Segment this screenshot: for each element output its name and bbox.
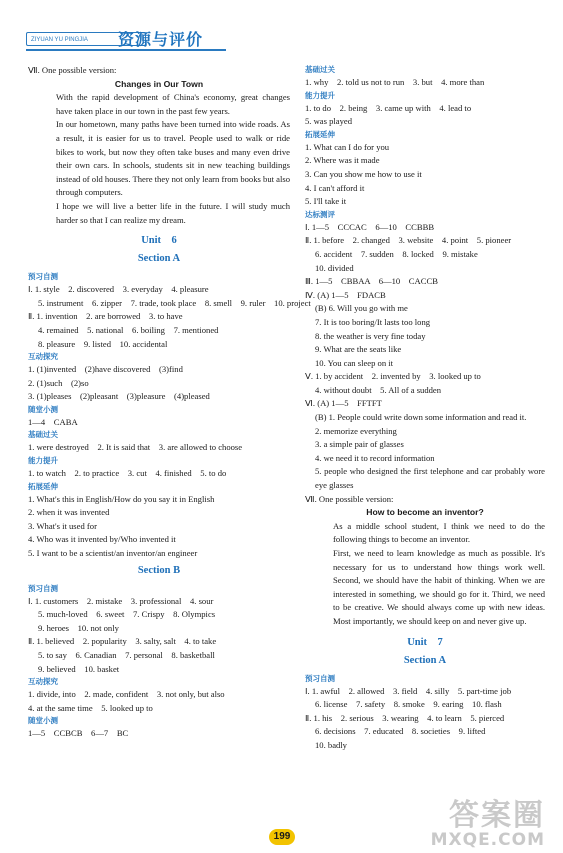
header-banner: [26, 28, 226, 50]
answer-line: 5. I'll take it: [305, 196, 347, 207]
essay-paragraph: With the rapid development of China's economy, great changes have taken place in our town in the past few years.: [56, 92, 290, 116]
header-pinyin: ZIYUAN YU PINGJIA: [26, 32, 146, 46]
answer-line: 6. license 7. safety 8. smoke 9. earing 10. flash: [315, 699, 502, 710]
answer-line: Ⅱ. 1. believed 2. popularity 3. salty, salt 4. to take: [28, 636, 217, 647]
answer-line: 6. decisions 7. educated 8. societies 9. lifted: [315, 726, 486, 737]
answer-line: 4. I can't afford it: [305, 182, 365, 193]
answer-line: 1. What's this in English/How do you say it in English: [28, 493, 215, 504]
answer-line: Ⅱ. 1. his 2. serious 3. wearing 4. to learn 5. pierced: [305, 712, 505, 723]
answer-line: 8. the weather is very fine today: [315, 330, 426, 341]
answer-line: Ⅶ. One possible version:: [305, 493, 394, 504]
answer-line: Ⅳ. (A) 1—5 FDACB: [305, 289, 386, 300]
answer-line: Ⅰ. 1. style 2. discovered 3. everyday 4. pleasure: [28, 284, 209, 295]
header-rule: [26, 49, 226, 51]
answer-line: 4. without doubt 5. All of a sudden: [315, 384, 442, 395]
subsection-label: 能力提升: [28, 456, 58, 466]
essay-paragraph: I hope we will live a better life in the future. I will study much harder so that I can realize my dream.: [56, 200, 290, 225]
subsection-label: 能力提升: [305, 90, 335, 100]
answer-line: 1—4 CABA: [28, 416, 78, 427]
answer-line: 6. accident 7. sudden 8. locked 9. mistake: [315, 248, 478, 259]
answer-line: Ⅱ. 1. before 2. changed 3. website 4. point 5. pioneer: [305, 235, 512, 246]
answer-line: Ⅰ. 1. customers 2. mistake 3. professional 4. sour: [28, 595, 214, 606]
answer-line: 1. What can I do for you: [305, 141, 390, 152]
answer-line: 5. was played: [305, 116, 353, 127]
answer-line: 2. Where was it made: [305, 155, 380, 166]
answer-line: 3. (1)pleases (2)pleasant (3)pleasure (4)pleased: [28, 391, 210, 402]
subsection-label: 拓展延伸: [305, 129, 335, 139]
answer-line: 5. much-loved 6. sweet 7. Crispy 8. Olympics: [38, 609, 216, 620]
answer-line: 2. (1)such (2)so: [28, 377, 89, 388]
answer-line: 10. You can sleep on it: [315, 357, 394, 368]
answer-line: Ⅵ. (A) 1—5 FFTFT: [305, 398, 382, 409]
answer-line: 2. memorize everything: [315, 425, 397, 436]
answer-line: 1. (1)invented (2)have discovered (3)find: [28, 364, 183, 375]
answer-line: 9. heroes 10. not only: [38, 622, 119, 633]
subsection-label: 拓展延伸: [28, 481, 58, 491]
right-column: [305, 64, 545, 753]
answer-line: 1. to do 2. being 3. came up with 4. lead to: [305, 102, 472, 113]
left-column: [28, 64, 311, 741]
essay-paragraph: As a middle school student, I think we need to do the following things to become an inventor.: [333, 520, 545, 545]
subsection-label: 预习自测: [28, 583, 58, 593]
answer-line: 7. It is too boring/It lasts too long: [315, 316, 431, 327]
subsection-label: 互动探究: [28, 352, 58, 362]
answer-line: Ⅱ. 1. invention 2. are borrowed 3. to have: [28, 311, 183, 322]
answer-line: 5. instrument 6. zipper 7. trade, took place 8. smell 9. ruler 10. project: [38, 297, 311, 308]
unit-heading: Unit 6: [141, 235, 177, 247]
watermark-url: MXQE.COM: [430, 830, 545, 850]
answer-line: 4. Who was it invented by/Who invented it: [28, 534, 176, 545]
subsection-label: 预习自测: [28, 272, 58, 282]
essay-paragraph: First, we need to learn knowledge as much as possible. It's necessary for us to understand how things work well. Second, we should have the habit of thinking. When we are interested in something, we should go for it. Third, we need to be creative. We should always come up with new ideas. Most importantly, we should keep on and never give up.: [333, 548, 545, 626]
page-number: 199: [269, 829, 295, 845]
answer-line: 9. believed 10. basket: [38, 663, 120, 674]
answer-line: 1. divide, into 2. made, confident 3. not only, but also: [28, 689, 225, 700]
answer-line: 4. we need it to record information: [315, 452, 435, 463]
answer-line: Ⅶ. One possible version:: [28, 65, 117, 75]
answer-line: 1. why 2. told us not to run 3. but 4. more than: [305, 77, 485, 87]
answer-line: 3. What's it used for: [28, 520, 97, 531]
answer-line: 3. Can you show me how to use it: [305, 168, 422, 179]
subsection-label: 达标测评: [305, 209, 335, 219]
watermark: [430, 798, 545, 850]
answer-line: 5. to say 6. Canadian 7. personal 8. basketball: [38, 650, 215, 660]
subsection-label: 基础过关: [28, 430, 58, 440]
unit-heading: Unit 7: [407, 636, 443, 648]
essay-title: How to become an inventor?: [366, 507, 484, 518]
subsection-label: 基础过关: [305, 65, 335, 74]
answer-line: 10. badly: [315, 739, 347, 750]
answer-line: (B) 1. People could write down some information and read it.: [315, 412, 527, 423]
answer-line: 1—5 CCBCB 6—7 BC: [28, 728, 129, 739]
section-heading: Section A: [403, 654, 447, 666]
answer-line: 8. pleasure 9. listed 10. accidental: [38, 338, 168, 349]
answer-line: 2. when it was invented: [28, 507, 110, 518]
answer-line: 5. people who designed the first telephone and car probably wore eye glasses: [315, 466, 545, 491]
answer-line: Ⅴ. 1. by accident 2. invented by 3. looked up to: [305, 371, 481, 382]
answer-line: 9. What are the seats like: [315, 344, 402, 355]
section-heading: Section B: [137, 564, 181, 576]
answer-line: Ⅲ. 1—5 CBBAA 6—10 CACCB: [305, 276, 438, 287]
subsection-label: 互动探究: [28, 677, 58, 687]
subsection-label: 随堂小测: [28, 404, 58, 414]
answer-line: 4. at the same time 5. looked up to: [28, 702, 153, 713]
answer-line: 1. to watch 2. to practice 3. cut 4. finished 5. to do: [28, 468, 227, 479]
answer-line: 1. were destroyed 2. It is said that 3. are allowed to choose: [28, 442, 243, 453]
section-heading: Section A: [137, 253, 181, 265]
header-title: 资源与评价: [118, 30, 204, 49]
essay-title: Changes in Our Town: [114, 78, 204, 89]
essay-paragraph: In our hometown, many paths have been turned into wide roads. As a result, it is easier for us to travel. People used to walk or ride bikes to work, but now they often take buses and many even drive their own cars. In schools, students sit in new teaching buildings instead of old houses. There they not only learn from books but also through computers.: [56, 119, 290, 198]
watermark-logo-text: 答案圈: [449, 798, 545, 833]
answer-line: 3. a simple pair of glasses: [315, 439, 404, 450]
answer-line: 4. remained 5. national 6. boiling 7. mentioned: [38, 324, 219, 335]
answer-line: 10. divided: [315, 262, 354, 273]
subsection-label: 预习自测: [305, 673, 335, 683]
answer-line: Ⅰ. 1. awful 2. allowed 3. field 4. silly 5. part-time job: [305, 685, 512, 696]
answer-line: (B) 6. Will you go with me: [315, 303, 408, 314]
answer-line: 5. I want to be a scientist/an inventor/an engineer: [28, 548, 198, 559]
answer-line: Ⅰ. 1—5 CCCAC 6—10 CCBBB: [305, 221, 435, 232]
subsection-label: 随堂小测: [28, 716, 58, 726]
